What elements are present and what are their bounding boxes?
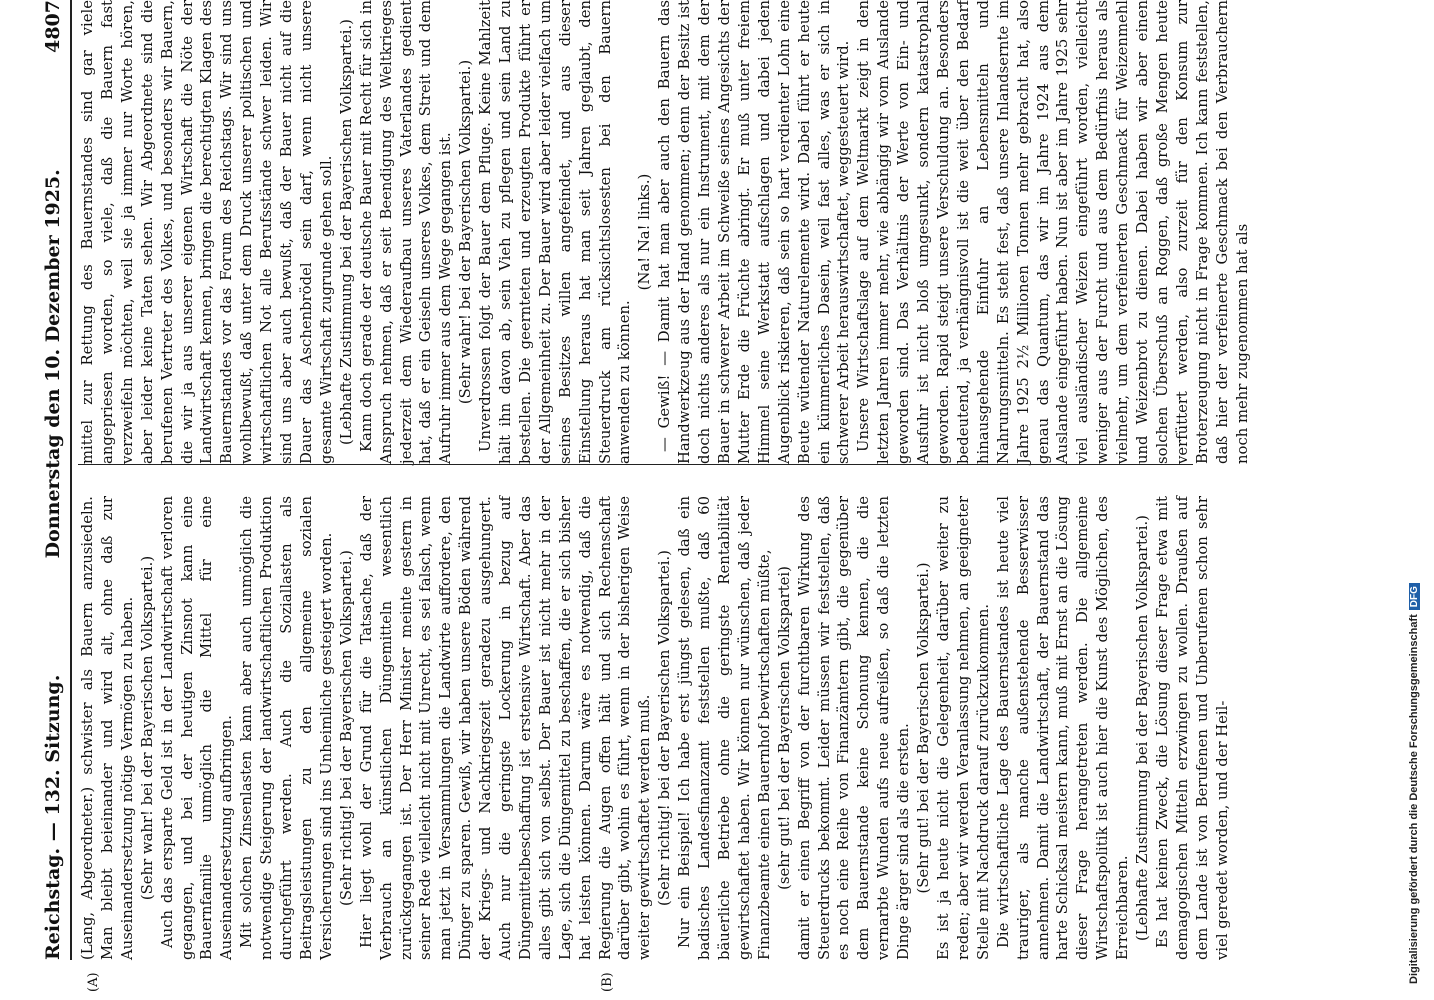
margin-marker-a: (A) [86, 972, 101, 992]
interjection: (Sehr richtig! bei der Bayerischen Volkspartei.) [656, 550, 674, 906]
paragraph: Hier liegt wohl der Grund für die Tatsache, daß der Verbrauch an künstlichen Düngemitteln wesentlich zurückgegangen ist. Der Herr Minister meinte gestern in seiner Rede vielleicht nicht mit Unrecht, es sei falsch, wenn man jetzt in Versammlungen die Landwirte auffordere, den Dünger zu sparen. Gewiß, wir haben unsere Böden während der Kriegs- und Nachkriegszeit geradezu ausgehungert. Auch nur die geringste Lockerung in bezug auf Düngemittelbeschaffung ist erstensive Wirtschaft. Aber das alles gibt sich von selbst. Der Bauer ist nicht mehr in der Lage, sich die Düngemittel zu beschaffen, die er sich bisher hat leisten können. Darum wäre es notwendig, daß die Regierung die Augen offen hält und sich Rechenschaft darüber gibt, wohin es führt, wenn in der bisherigen Weise weiter gewirtschaftet werden muß. [357, 496, 654, 960]
paragraph: mittel zur Rettung des Bauernstandes sind gar viele angepriesen worden, so viele, daß die Bauern fast verzweifeln möchten, weil sie ja immer nur Worte hören, aber leider keine Taten sehen. Wir Abgeordnete sind die berufenen Vertreter des Volkes, und besonders wir Bauern, die wir ja aus unserer eigenen Wirtschaft die Nöte der Landwirtschaft kennen, bringen die berechtigten Klagen des Bauernstandes vor das Forum des Reichstags. Wir sind uns wohlbewußt, daß unter dem Druck unserer politischen und wirtschaftlichen Not alle Berufsstände schwer leiden. Wir sind uns aber auch bewußt, daß der Bauer nicht auf die Dauer das Aschenbrödel sein darf, wenn nicht unsere gesamte Wirtschaft zugrunde gehen soll. [79, 0, 335, 464]
interjection: (sehr gut! bei der Bayerischen Volkspartei) [775, 566, 793, 890]
credit-text: Digitalisierung gefördert durch die Deutsche Forschungsgemeinschaft [1408, 614, 1420, 984]
page-number: 4807 [42, 0, 64, 53]
margin-marker-b: (B) [600, 972, 615, 992]
paragraph: — Gewiß! — Damit hat man aber auch den Bauern das Handwerkzeug aus der Hand genommen; denn der Besitz ist doch nichts anderes als nur ein Instrument, mit dem der Bauer in schwerer Arbeit im Schweiße seines Angesichts der Mutter Erde die Früchte abringt. Er muß unter freiem Himmel seine Werkstatt aufschlagen und dabei jeden Augenblick riskieren, daß sein so hart verdienter Lohn eine Beute wütender Naturelemente wird. Dabei führt er heute ein kümmerliches Dasein, weil fast alles, was er sich in schwerer Arbeit herauswirtschaftet, weggesteuert wird. [656, 0, 853, 464]
interjection: (Lebhafte Zustimmung bei der Bayerischen Volkspartei.) [337, 19, 355, 445]
interjection: (Sehr richtig! bei der Bayerischen Volkspartei.) [337, 550, 355, 906]
paragraph: Kann doch gerade der deutsche Bauer mit Recht für sich in Anspruch nehmen, daß er seit Beendigung des Weltkrieges jederzeit dem Wiederaufbau unseres Vaterlandes gedient hat, daß er ein Geiseln unseres Volkes, dem Streit und dem Aufruhr immer aus dem Wege gegangen ist. [357, 0, 455, 464]
paragraph: Nur ein Beispiel! Ich habe erst jüngst gelesen, daß ein badisches Landesfinanzamt feststellen mußte, daß 60 bäuerliche Betriebe ohne die geringste Rentabilität gewirtschaftet haben. Wir können nur wünschen, daß jeder Finanzbeamte einen Bauernhof bewirtschaften müßte, [676, 496, 773, 960]
paragraph: Unsere Wirtschaftslage auf dem Weltmarkt zeigt in den letzten Jahren immer mehr, wie abhängig wir vom Auslande geworden sind. Das Verhältnis der Werte von Ein- und Ausfuhr ist nicht bloß umgesunkt, sondern katastrophal geworden. Rapid steigt unsere Verschuldung an. Besonders bedeutend, ja verhängnisvoll ist die weit über den Bedarf hinausgehende Einfuhr an Lebensmitteln und Nahrungsmitteln. Es steht fest, daß unsere Inlandsernte im Jahre 1925 2½ Millionen Tonnen mehr gebracht hat, also genau das Quantum, das wir im Jahre 1924 aus dem Auslande eingeführt haben. Nun ist aber im Jahre 1925 sehr viel ausländischer Weizen eingeführt worden, vielleicht weniger aus der Furcht und aus dem Bedürfnis heraus als vielmehr, um dem verfeinerten Geschmack für Weizenmehl und Weizenbrot zu dienen. Dabei haben wir aber einen solchen Überschuß an Roggen, daß große Mengen heute verfüttert werden, also zurzeit für den Konsum zur Broterzeugung nicht in Frage kommen. Ich kann feststellen, daß hier der verfeinerte Geschmack bei den Verbrauchern noch mehr zugenommen hat als [855, 0, 1251, 464]
paragraph: Es ist ja heute nicht die Gelegenheit, darüber weiter zu reden; aber wir werden Veranlassung nehmen, an geeigneter Stelle mit Nachdruck darauf zurückzukommen. [934, 496, 992, 960]
paragraph: Es hat keinen Zweck, die Lösung dieser Frage etwa mit demagogischen Mitteln erzwingen zu wollen. Draußen auf dem Lande ist von Berufenen und Unberufenen schon sehr viel geredet worden, und der Heil- [1153, 496, 1231, 960]
paragraph: (Lang, Abgeordneter.) schwister als Bauern anzusiedeln. Man bleibt beieinander und wird alt, ohne daß zur Auseinandersetzung nötige Vermögen zu haben. [79, 496, 136, 960]
digitization-credit [1408, 14, 1426, 984]
dfg-badge: DFG [1409, 583, 1420, 610]
interjection: (Sehr gut! bei der Bayerischen Volkspartei.) [915, 562, 933, 894]
right-column [78, 0, 1251, 464]
paragraph: Unverdrossen folgt der Bauer dem Pfluge. Keine Mahlzeit hält ihn davon ab, sein Vieh zu pflegen und sein Land zu bestellen. Die geernteten und erzeugten Produkte führt er der Allgemeinheit zu. Der Bauer wird aber leider vielfach um seines Besitzes willen angefeindet, und aus dieser Einstellung heraus hat man seit Jahren geglaubt, den Steuerdruck am rücksichtslosesten bei den Bauern anwenden zu können. [477, 0, 634, 464]
interjection: (Na! Na! links.) [636, 173, 654, 291]
interjection: (Sehr wahr! bei der Bayerischen Volkspartei.) [138, 555, 156, 901]
column-divider [78, 464, 1193, 465]
paragraph: Auch das ersparte Geld ist in der Landwirtschaft verloren gegangen, und bei der heutigen Zinsnot kann eine Bauernfamilie unmöglich die Mittel für eine Auseinandersetzung aufbringen. [158, 496, 236, 960]
header-date: Donnerstag den 10. Dezember 1925. [42, 169, 64, 559]
interjection: (Sehr wahr! bei der Bayerischen Volkspartei.) [457, 59, 475, 405]
paragraph: Die wirtschaftliche Lage des Bauernstandes ist heute viel trauriger, als manche außenstehende Besserwisser annehmen. Damit die Landwirtschaft, der Bauernstand das harte Schicksal meistern kann, muß mit Ernst an die Lösung dieser Frage herangetreten werden. Die allgemeine Wirtschaftspolitik ist auch hier die Kunst des Möglichen, des Erreichbaren. [994, 496, 1132, 960]
page-header [14, 0, 72, 960]
paragraph: damit er einen Begriff von der furchtbaren Wirkung des Steuerdrucks bekommt. Leider müssen wir feststellen, daß es noch eine Reihe von Finanzämtern gibt, die gegenüber dem Bauernstande keine Schonung kennen, die die vernarbte Wunden aufs neue aufreißen, so daß die letzten Dinge ärger sind als die ersten. [795, 496, 913, 960]
header-session: Reichstag. — 132. Sitzung. [42, 674, 64, 960]
interjection: (Lebhafte Zustimmung bei der Bayerischen Volkspartei.) [1134, 515, 1152, 941]
paragraph: Mit solchen Zinsenlasten kann aber auch unmöglich die notwendige Steigerung der landwirtschaftlichen Produktion durchgeführt werden. Auch die Soziallasten als Beitragsleistungen zu den allgemeine sozialen Versicherungen sind ins Unheimliche gesteigert worden. [238, 496, 335, 960]
text-columns [78, 0, 1251, 960]
left-column [78, 496, 1231, 960]
